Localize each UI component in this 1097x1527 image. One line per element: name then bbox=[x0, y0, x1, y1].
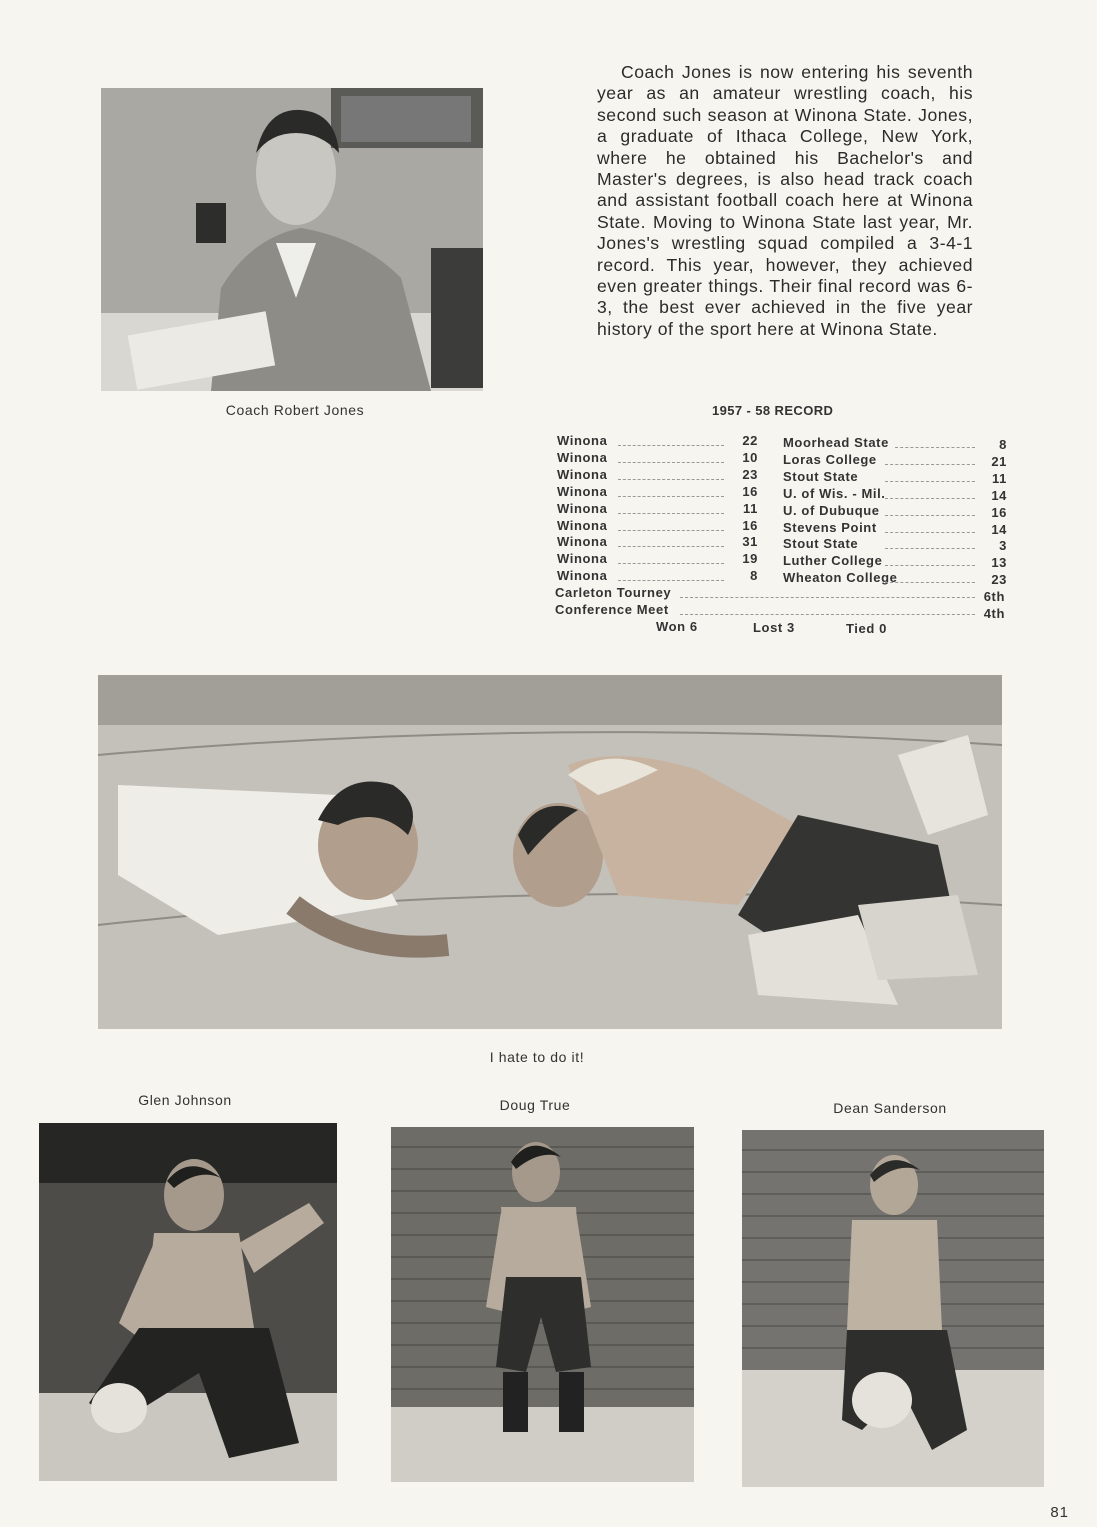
record-opponent: Stout State bbox=[783, 536, 859, 552]
record-opponent: Luther College bbox=[783, 553, 883, 569]
record-team-score: 23 bbox=[742, 466, 758, 482]
leader-line bbox=[885, 498, 975, 499]
leader-line bbox=[618, 580, 724, 581]
record-team-score: 16 bbox=[742, 517, 758, 533]
leader-line bbox=[618, 546, 724, 547]
page-number: 81 bbox=[1050, 1504, 1069, 1521]
record-summary-lost: Lost 3 bbox=[753, 619, 795, 635]
record-summary-won: Won 6 bbox=[656, 618, 698, 634]
record-opponent-score: 8 bbox=[999, 437, 1007, 452]
leader-line bbox=[618, 513, 724, 514]
record-opponent: U. of Dubuque bbox=[783, 502, 880, 518]
record-opponent: Stevens Point bbox=[783, 519, 877, 535]
record-team: Winona bbox=[557, 551, 608, 567]
coach-photo-caption: Coach Robert Jones bbox=[225, 402, 365, 418]
record-team: Winona bbox=[557, 568, 608, 584]
coach-photo bbox=[101, 88, 483, 391]
record-opponent-score: 21 bbox=[991, 453, 1007, 469]
record-team-score: 10 bbox=[742, 449, 758, 465]
record-team-score: 11 bbox=[743, 500, 758, 516]
record-opponent-score: 16 bbox=[991, 504, 1007, 520]
record-team-score: 19 bbox=[742, 551, 758, 567]
record-tournament: Carleton Tourney bbox=[555, 585, 672, 601]
record-team: Winona bbox=[557, 517, 608, 533]
leader-line bbox=[618, 479, 724, 480]
leader-line bbox=[885, 565, 975, 566]
record-team-score: 22 bbox=[742, 433, 758, 448]
leader-line bbox=[885, 515, 975, 516]
leader-line bbox=[885, 464, 975, 465]
record-opponent: Moorhead State bbox=[783, 435, 889, 450]
action-photo-caption: I hate to do it! bbox=[489, 1049, 585, 1065]
record-summary-tied: Tied 0 bbox=[846, 620, 887, 636]
leader-line bbox=[618, 462, 724, 463]
record-team: Winona bbox=[557, 449, 608, 465]
leader-line bbox=[885, 481, 975, 482]
record-team: Winona bbox=[557, 483, 608, 499]
record-team-score: 31 bbox=[742, 534, 758, 550]
record-opponent: U. of Wis. - Mil. bbox=[783, 485, 886, 501]
leader-line bbox=[618, 445, 724, 446]
record-team: Winona bbox=[557, 534, 608, 550]
record-opponent-score: 13 bbox=[991, 555, 1007, 571]
leader-line bbox=[618, 496, 724, 497]
leader-line bbox=[885, 548, 975, 549]
record-team: Winona bbox=[557, 466, 608, 482]
intro-paragraph: Coach Jones is now entering his seventh year as an amateur wrestling coach, his second such season at Winona State. Jones, a graduate of Ithaca College, New York, where he obtained his Bachelor's and Master's degrees, is also head track coach and assistant football coach here at Winona State. Moving to Winona State last year, Mr. Jones's wrestling squad compiled a 3-4-1 record. This year, however, they achieved even greater things. Their final record was 6-3, the best ever achieved in the five year history of the sport here at Winona State. bbox=[597, 62, 973, 339]
record-opponent: Loras College bbox=[783, 451, 877, 467]
record-team: Winona bbox=[557, 500, 608, 516]
record-opponent-score: 11 bbox=[992, 470, 1007, 486]
record-title: 1957 - 58 RECORD bbox=[712, 403, 834, 418]
record-tournament: Conference Meet bbox=[555, 602, 669, 617]
wrestler-caption-3: Dean Sanderson bbox=[833, 1100, 947, 1116]
leader-line bbox=[680, 597, 975, 598]
record-opponent: Wheaton College bbox=[783, 570, 898, 586]
record-opponent: Stout State bbox=[783, 468, 859, 484]
record-team-score: 16 bbox=[742, 483, 758, 499]
record-tournament-place: 6th bbox=[983, 589, 1005, 605]
leader-line bbox=[895, 447, 975, 448]
leader-line bbox=[680, 614, 975, 615]
wrestler-photo-2 bbox=[391, 1127, 694, 1482]
wrestler-caption-2: Doug True bbox=[499, 1097, 571, 1113]
record-team: Winona bbox=[557, 433, 608, 448]
leader-line bbox=[885, 532, 975, 533]
record-opponent-score: 14 bbox=[991, 521, 1007, 537]
action-photo bbox=[98, 675, 1002, 1029]
record-team-score: 8 bbox=[750, 568, 758, 584]
record-opponent-score: 23 bbox=[991, 572, 1007, 588]
leader-line bbox=[885, 582, 975, 583]
record-tournament-place: 4th bbox=[983, 606, 1005, 621]
record-opponent-score: 14 bbox=[991, 487, 1007, 503]
wrestler-photo-1 bbox=[39, 1123, 337, 1481]
record-opponent-score: 3 bbox=[999, 538, 1007, 554]
leader-line bbox=[618, 563, 724, 564]
wrestler-caption-1: Glen Johnson bbox=[138, 1092, 232, 1108]
leader-line bbox=[618, 530, 724, 531]
wrestler-photo-3 bbox=[742, 1130, 1044, 1487]
